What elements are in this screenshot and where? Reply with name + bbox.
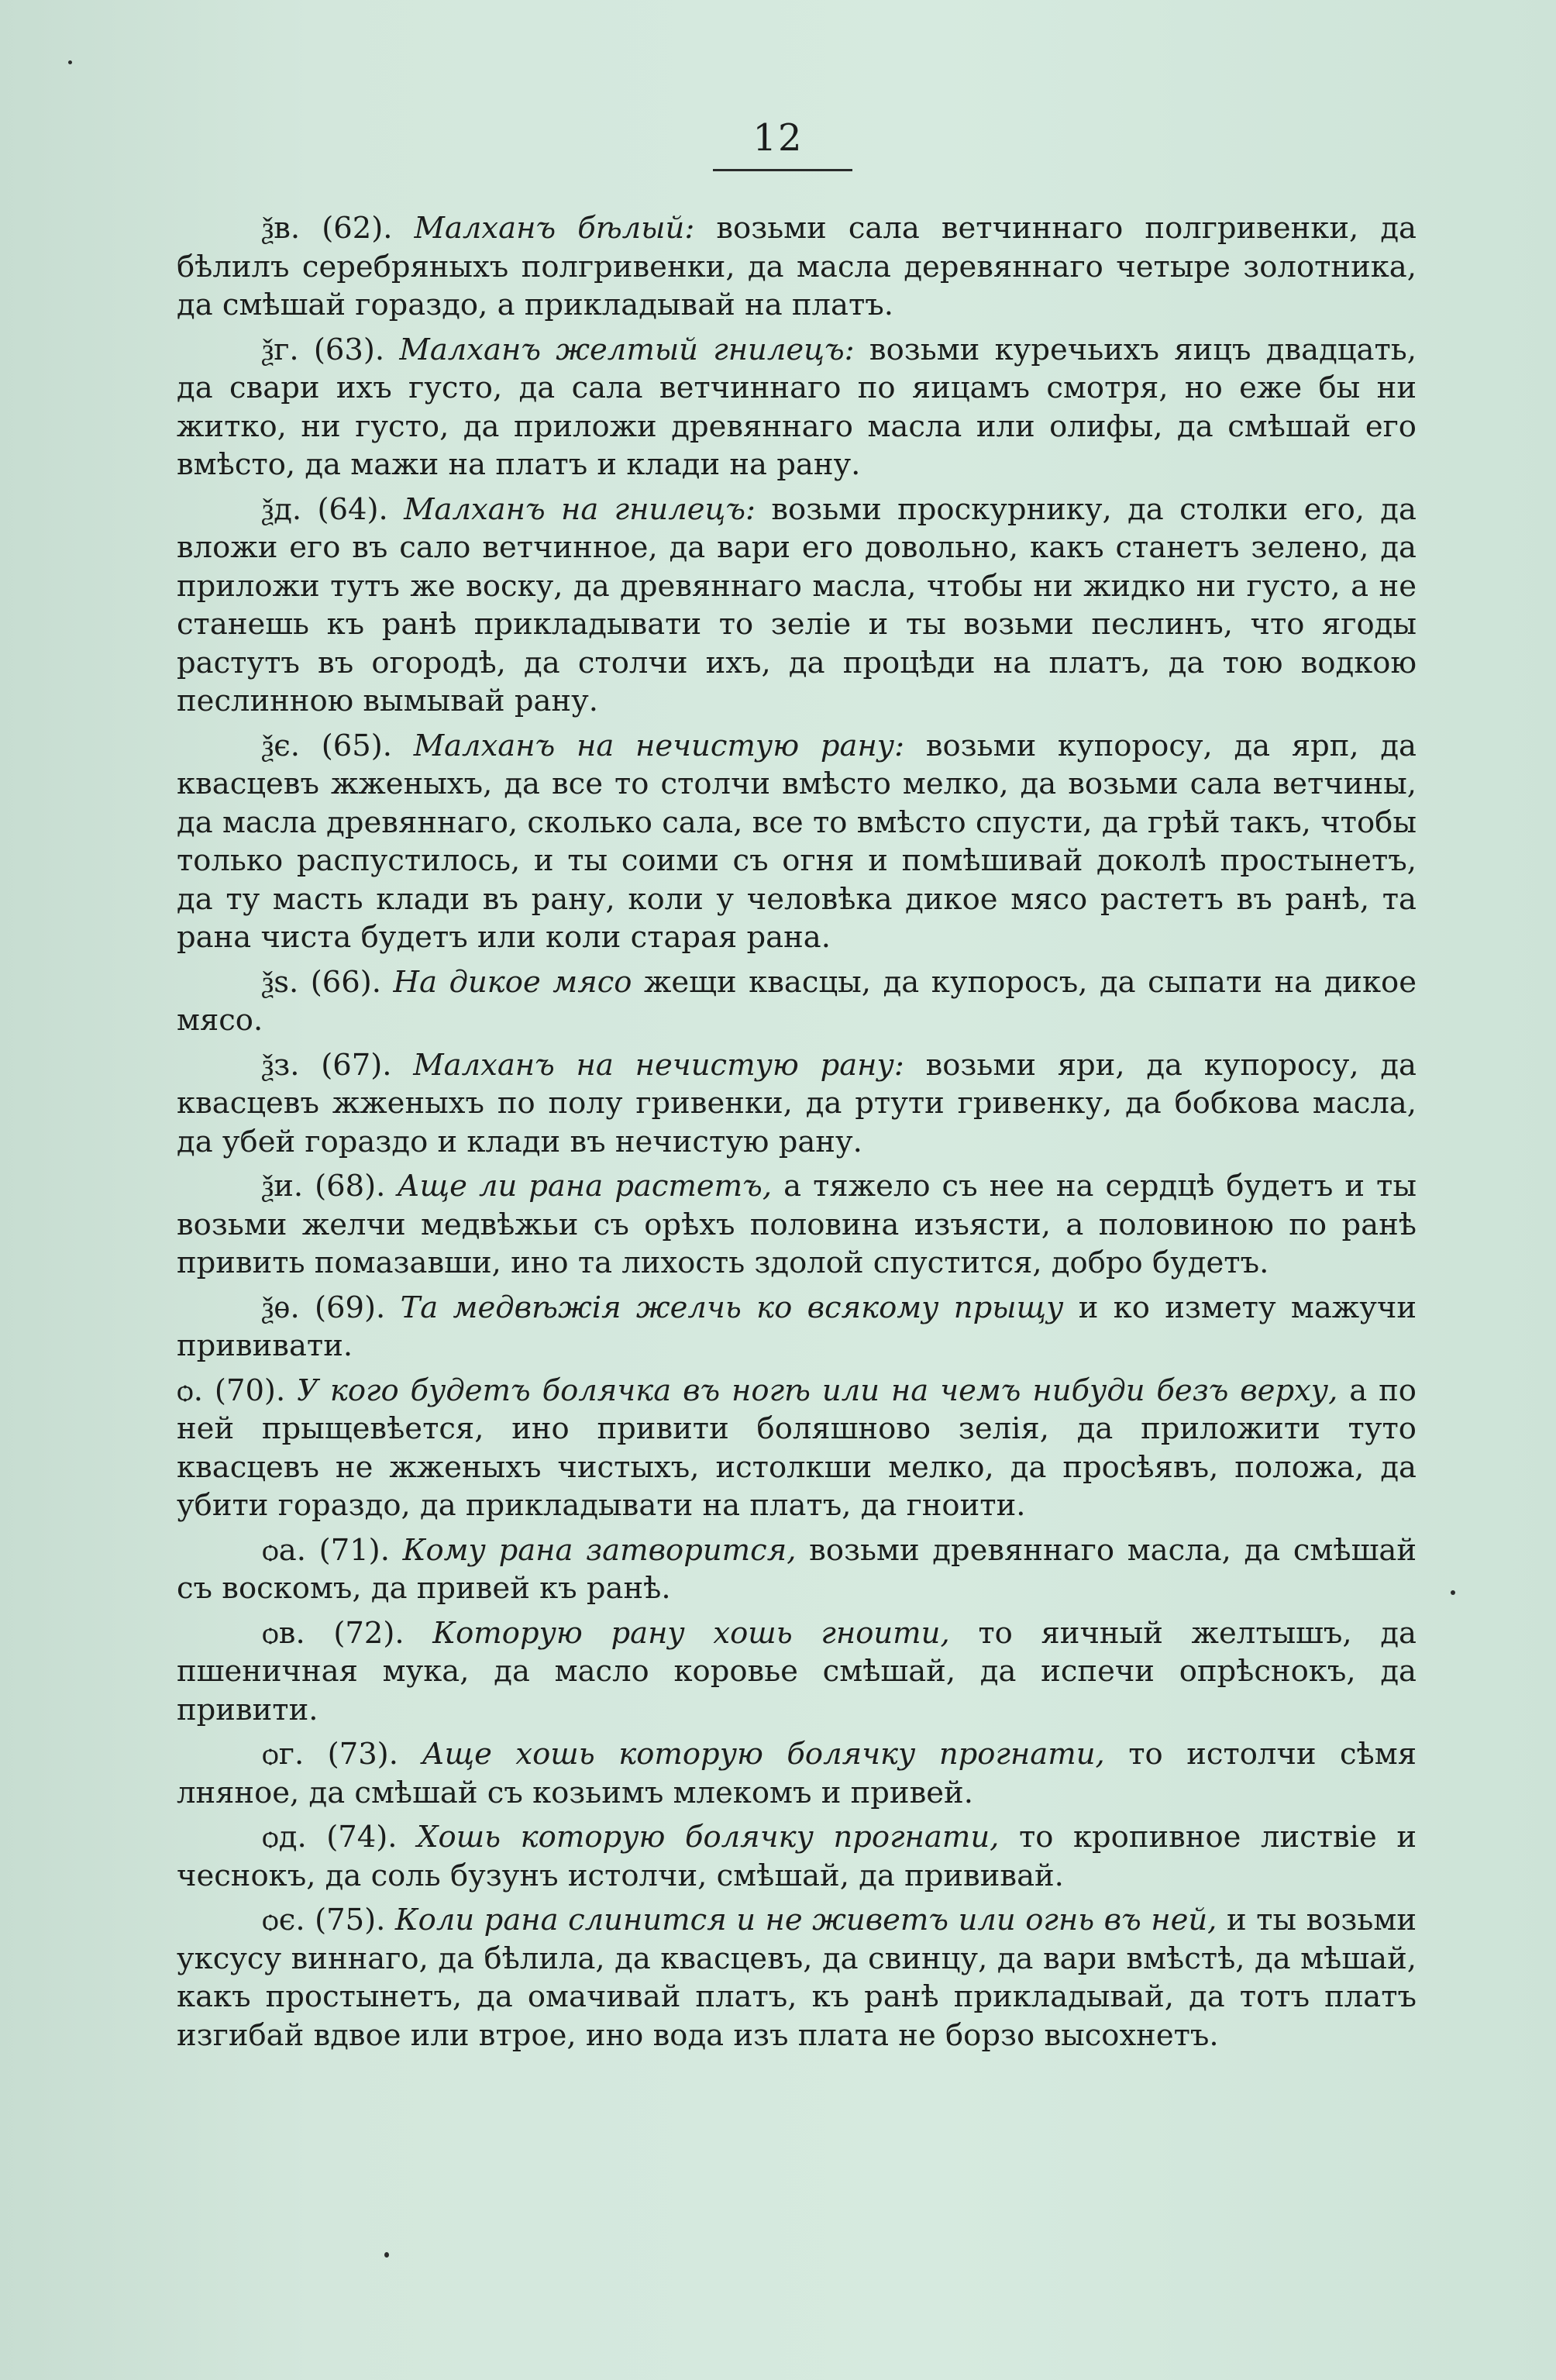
recipe-number: ѯг. (63). [262, 332, 385, 367]
recipe-entry [177, 1614, 1417, 1730]
recipe-body: возьми древяннаго масла, да смѣшай съ воскомъ, да привей къ ранѣ. [177, 1532, 1417, 1606]
recipe-heading: Малханъ желтый гнилецъ: [399, 332, 855, 367]
recipe-number: ѯз. (67). [262, 1047, 392, 1083]
recipe-number: ѯи. (68). [262, 1169, 386, 1204]
recipe-heading: Которую рану хошь гноити, [432, 1615, 950, 1651]
recipe-number: ѯѳ. (69). [262, 1290, 386, 1325]
recipe-body: и ты возьми уксусу виннаго, да бѣлила, да квасцевъ, да свинцу, да вари вмѣстѣ, да мѣшай, какъ простынетъ, да омачивай платъ, къ ранѣ прикладывай, да тотъ платъ изгибай вдвое или втрое, ино вода изъ плата не борзо высохнетъ. [177, 1903, 1417, 2053]
recipe-number: ѻа. (71). [262, 1532, 390, 1568]
recipe-body: то истолчи сѣмя лняное, да смѣшай съ козьимъ млекомъ и привей. [177, 1737, 1417, 1810]
recipe-heading: Кому рана затворится, [402, 1532, 797, 1568]
recipe-heading: Аще ли рана растетъ, [397, 1169, 773, 1204]
recipe-number: ѯд. (64). [262, 491, 388, 527]
recipe-body: а по ней прыщевѣется, ино привити боляшново зелія, да приложити туто квасцевъ не жженыхъ чистыхъ, истолкши мелко, да просѣявъ, положа, да убити гораздо, да прикладывати на платъ, да гноити. [177, 1373, 1417, 1523]
recipe-heading: Коли рана слинится и не живетъ или огнь въ ней, [394, 1903, 1217, 1937]
recipe-body: жещи квасцы, да купоросъ, да сыпати на дикое мясо. [177, 964, 1417, 1038]
recipe-heading: Малханъ на нечистую рану: [413, 1047, 904, 1083]
recipe-body: возьми проскурнику, да столки его, да вложи его въ сало ветчинное, да вари его довольно, какъ станетъ зелено, да приложи тутъ же воску, да древяннаго масла, чтобы ни жидко ни густо, а не станешь къ ранѣ прикладывати то зеліе и ты возьми песлинъ, что ягоды растутъ въ огородѣ, да столчи ихъ, да процѣди на платъ, да тою водкою песлинною вымывай рану. [177, 491, 1417, 718]
recipe-number: ѻє. (75). [262, 1903, 386, 1937]
recipe-heading: Малханъ на гнилецъ: [404, 491, 756, 527]
page-text [177, 209, 1417, 2061]
recipe-entry [177, 209, 1417, 325]
recipe-heading: На дикое мясо [393, 964, 632, 1000]
recipe-body: а тяжело съ нее на сердцѣ будетъ и ты возьми желчи медвѣжьи съ орѣхъ половина изъясти, а половиною по ранѣ привить помазавши, ино та лихость здолой спустится, добро будетъ. [177, 1169, 1417, 1280]
recipe-entry [177, 1289, 1417, 1366]
recipe-number: ѯв. (62). [262, 211, 393, 246]
ink-speck [68, 60, 72, 64]
recipe-heading: У кого будетъ болячка въ ногѣ или на чемъ нибуди безъ верху, [297, 1373, 1338, 1408]
recipe-number: ѻд. (74). [262, 1820, 398, 1855]
recipe-number: ѻ. (70). [177, 1373, 286, 1408]
recipe-entry [177, 1818, 1417, 1895]
recipe-entry [177, 1372, 1417, 1525]
recipe-body: то кропивное листвіе и чеснокъ, да соль бузунъ истолчи, смѣшай, да прививай. [177, 1820, 1417, 1893]
recipe-entry [177, 1901, 1417, 2055]
recipe-heading: Та медвѣжія желчь ко всякому прыщу [400, 1290, 1064, 1325]
recipe-entry [177, 963, 1417, 1040]
recipe-body: возьми яри, да купоросу, да квасцевъ жженыхъ по полу гривенки, да ртути гривенку, да бобкова масла, да убей гораздо и клади въ нечистую рану. [177, 1047, 1417, 1159]
recipe-number: ѯє. (65). [262, 728, 392, 763]
page-number-rule [713, 169, 852, 171]
recipe-entry [177, 727, 1417, 957]
recipe-body: возьми сала ветчиннаго полгривенки, да бѣлилъ серебряныхъ полгривенки, да масла деревяннаго четыре золотника, да смѣшай гораздо, а прикладывай на платъ. [177, 211, 1417, 322]
recipe-heading: Аще хошь которую болячку прогнати, [422, 1737, 1105, 1772]
recipe-entry [177, 1531, 1417, 1608]
recipe-body: возьми куречьихъ яицъ двадцать, да свари ихъ густо, да сала ветчиннаго по яицамъ смотря, но еже бы ни житко, ни густо, да приложи древяннаго масла или олифы, да смѣшай его вмѣсто, да мажи на платъ и клади на рану. [177, 332, 1417, 482]
recipe-number: ѻв. (72). [262, 1615, 404, 1651]
recipe-body: то яичный желтышъ, да пшеничная мука, да масло коровье смѣшай, да испечи опрѣснокъ, да привити. [177, 1615, 1417, 1727]
recipe-entry [177, 1735, 1417, 1812]
recipe-entry [177, 491, 1417, 721]
recipe-heading: Малханъ бѣлый: [414, 211, 695, 246]
recipe-entry [177, 1046, 1417, 1162]
recipe-body: и ко измету мажучи прививати. [177, 1290, 1417, 1363]
recipe-entry [177, 1167, 1417, 1283]
recipe-number: ѻг. (73). [262, 1737, 398, 1772]
ink-speck [384, 2252, 389, 2258]
ink-speck [1451, 1590, 1455, 1595]
recipe-number: ѯѕ. (66). [262, 964, 382, 1000]
recipe-heading: Хошь которую болячку прогнати, [417, 1820, 1000, 1855]
recipe-entry [177, 331, 1417, 484]
page-number: 12 [752, 116, 804, 160]
recipe-body: возьми купоросу, да ярп, да квасцевъ жженыхъ, да все то столчи вмѣсто мелко, да возьми сала ветчины, да масла древяннаго, сколько сала, все то вмѣсто спусти, да грѣй такъ, чтобы только распустилось, и ты соими съ огня и помѣшивай доколѣ простынетъ, да ту масть клади въ рану, коли у человѣка дикое мясо растетъ въ ранѣ, та рана чиста будетъ или коли старая рана. [177, 728, 1417, 955]
recipe-heading: Малханъ на нечистую рану: [413, 728, 905, 763]
